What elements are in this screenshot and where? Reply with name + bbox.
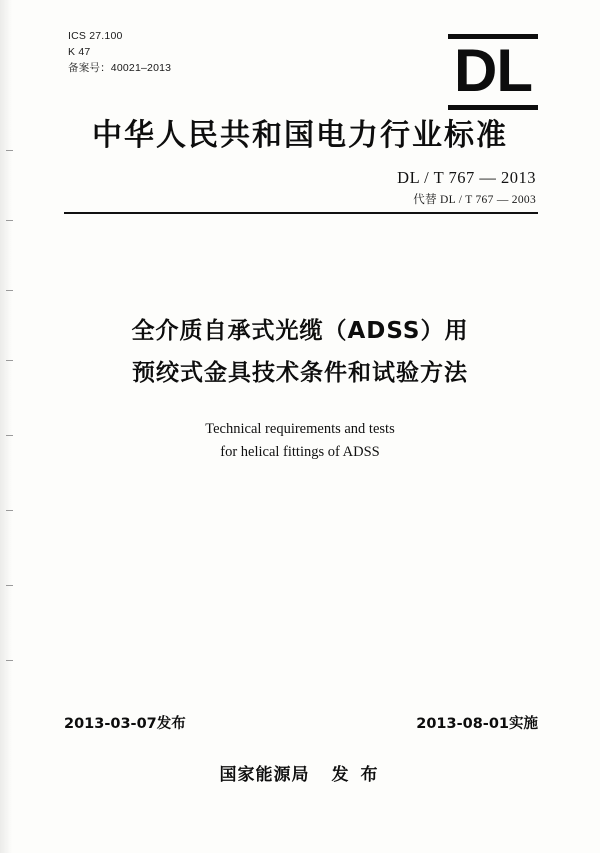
header-divider	[64, 212, 538, 214]
standard-number: DL / T 767 — 2013	[397, 168, 536, 187]
document-title-line-1: 全介质自承式光缆（ADSS）用	[131, 318, 469, 344]
publish-word: 发 布	[331, 765, 381, 785]
implementation-date: 2013-08-01实施	[416, 716, 538, 732]
english-title-line-1: Technical requirements and tests	[205, 421, 395, 437]
publisher-line	[0, 760, 600, 785]
document-title	[0, 310, 600, 394]
footer-dates	[64, 712, 538, 733]
document-title-line-2: 预绞式金具技术条件和试验方法	[132, 360, 468, 386]
document-title-english	[0, 418, 600, 464]
standard-series-title: 中华人民共和国电力行业标准	[92, 118, 508, 153]
ics-code: ICS 27.100	[68, 30, 123, 42]
english-title-line-2: for helical fittings of ADSS	[220, 444, 380, 460]
dl-logo: DL	[448, 34, 538, 110]
header-codes	[68, 28, 171, 76]
standard-replaces: 代替 DL / T 767 — 2003	[413, 194, 536, 206]
classification-code: K 47	[68, 46, 91, 58]
issue-date: 2013-03-07发布	[64, 716, 186, 732]
record-number: 备案号：40021–2013	[68, 62, 172, 74]
publisher-name: 国家能源局	[219, 765, 310, 785]
